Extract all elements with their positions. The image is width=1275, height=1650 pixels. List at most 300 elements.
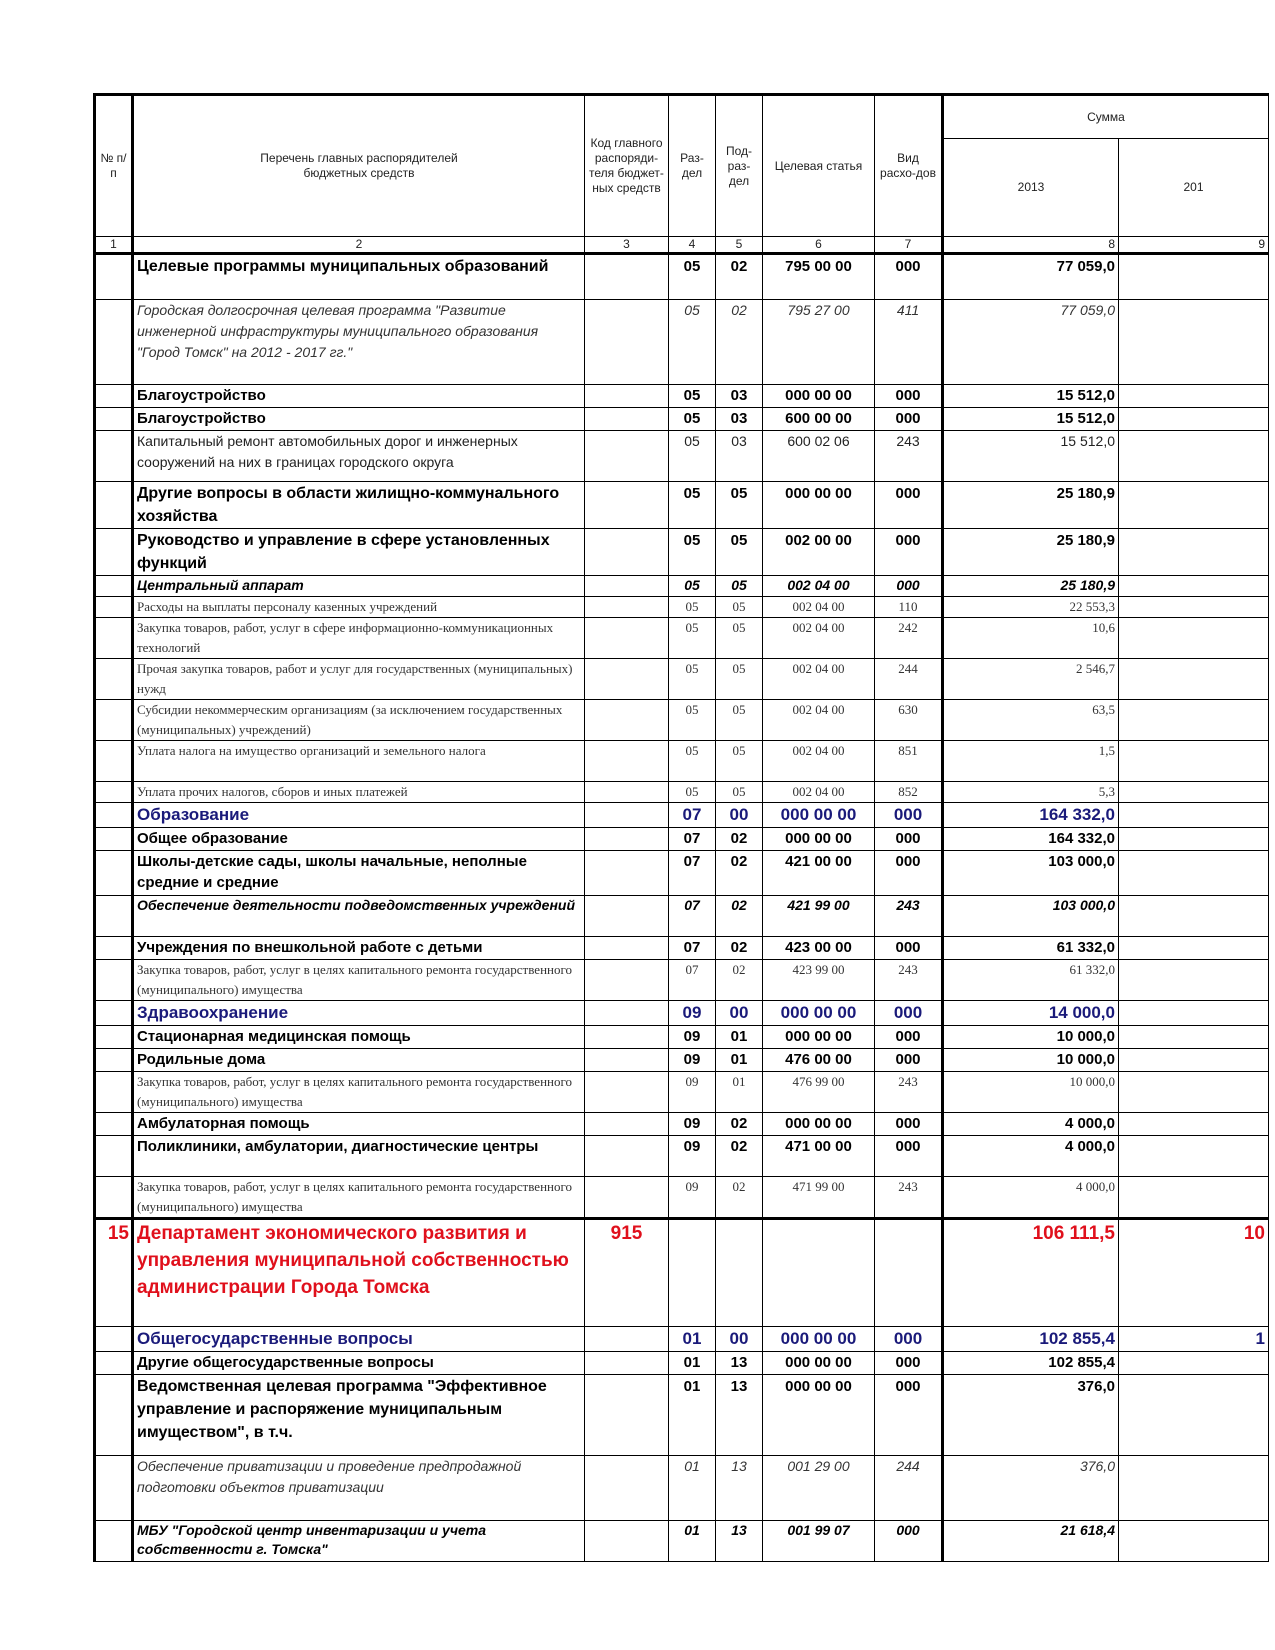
row-number	[95, 1177, 133, 1219]
table-row	[95, 576, 1269, 597]
row-name: Закупка товаров, работ, услуг в сфере информационно-коммуникационных технологий	[133, 618, 585, 659]
row-number	[95, 659, 133, 700]
row-sum-2014	[1119, 1072, 1269, 1113]
row-sum-2014	[1119, 1521, 1269, 1562]
row-sum-2013: 10 000,0	[943, 1072, 1119, 1113]
row-razdel: 07	[669, 937, 716, 960]
row-sum-2013: 15 512,0	[943, 408, 1119, 431]
row-razdel: 05	[669, 482, 716, 529]
row-vid: 000	[875, 828, 943, 851]
row-razdel: 05	[669, 782, 716, 803]
row-name: Стационарная медицинская помощь	[133, 1026, 585, 1049]
row-number	[95, 1456, 133, 1521]
row-podrazdel: 05	[716, 576, 763, 597]
row-number	[95, 851, 133, 896]
row-razdel: 09	[669, 1072, 716, 1113]
table-row	[95, 1072, 1269, 1113]
row-sum-2013: 103 000,0	[943, 851, 1119, 896]
table-row	[95, 1177, 1269, 1219]
row-name: Закупка товаров, работ, услуг в целях капитального ремонта государственного (муниципального) имущества	[133, 1177, 585, 1219]
row-vid: 000	[875, 1113, 943, 1136]
row-number	[95, 576, 133, 597]
row-name: Капитальный ремонт автомобильных дорог и инженерных сооружений на них в границах городского округа	[133, 431, 585, 482]
row-sum-2014	[1119, 700, 1269, 741]
row-gr-code	[585, 1072, 669, 1113]
header-year-2013: 2013	[943, 139, 1119, 237]
row-razdel: 09	[669, 1113, 716, 1136]
table-row	[95, 1113, 1269, 1136]
table-row	[95, 1136, 1269, 1177]
row-statya: 421 99 00	[763, 896, 875, 937]
row-sum-2014	[1119, 896, 1269, 937]
row-statya: 000 00 00	[763, 1113, 875, 1136]
row-sum-2013: 14 000,0	[943, 1001, 1119, 1026]
table-row	[95, 1456, 1269, 1521]
row-statya: 476 00 00	[763, 1049, 875, 1072]
row-statya: 001 29 00	[763, 1456, 875, 1521]
table-row	[95, 1219, 1269, 1327]
row-name: Здравоохранение	[133, 1001, 585, 1026]
row-sum-2013: 15 512,0	[943, 431, 1119, 482]
header-razdel: Раз-дел	[669, 95, 716, 237]
row-gr-code	[585, 431, 669, 482]
row-gr-code	[585, 1049, 669, 1072]
row-sum-2014	[1119, 482, 1269, 529]
row-number	[95, 1113, 133, 1136]
budget-table-sheet	[93, 93, 1275, 1562]
row-vid: 244	[875, 1456, 943, 1521]
row-razdel	[669, 1219, 716, 1327]
row-vid: 000	[875, 1375, 943, 1456]
row-vid: 242	[875, 618, 943, 659]
row-statya: 600 02 06	[763, 431, 875, 482]
row-statya: 000 00 00	[763, 803, 875, 828]
column-number-3: 3	[585, 237, 669, 254]
row-vid: 243	[875, 431, 943, 482]
row-gr-code	[585, 1136, 669, 1177]
row-razdel: 07	[669, 828, 716, 851]
row-name: Учреждения по внешкольной работе с детьми	[133, 937, 585, 960]
row-vid: 243	[875, 896, 943, 937]
row-gr-code	[585, 960, 669, 1001]
table-row	[95, 385, 1269, 408]
row-podrazdel: 05	[716, 741, 763, 782]
row-sum-2014	[1119, 300, 1269, 385]
header-podrazdel: Под-раз-дел	[716, 95, 763, 237]
row-gr-code	[585, 700, 669, 741]
row-razdel: 05	[669, 659, 716, 700]
row-sum-2014	[1119, 1177, 1269, 1219]
row-podrazdel: 02	[716, 896, 763, 937]
row-gr-code	[585, 529, 669, 576]
row-number	[95, 937, 133, 960]
row-sum-2014	[1119, 597, 1269, 618]
row-vid: 243	[875, 1177, 943, 1219]
row-number	[95, 1026, 133, 1049]
row-sum-2013: 25 180,9	[943, 482, 1119, 529]
row-sum-2014	[1119, 782, 1269, 803]
table-row	[95, 828, 1269, 851]
row-statya: 000 00 00	[763, 1327, 875, 1352]
table-row	[95, 300, 1269, 385]
row-sum-2013: 77 059,0	[943, 300, 1119, 385]
row-name: Закупка товаров, работ, услуг в целях капитального ремонта государственного (муниципального) имущества	[133, 960, 585, 1001]
row-sum-2013: 1,5	[943, 741, 1119, 782]
table-row	[95, 1521, 1269, 1562]
budget-table	[93, 93, 1269, 1562]
row-sum-2014	[1119, 385, 1269, 408]
row-number	[95, 254, 133, 300]
row-number	[95, 431, 133, 482]
row-razdel: 05	[669, 597, 716, 618]
table-row	[95, 529, 1269, 576]
row-razdel: 07	[669, 896, 716, 937]
row-podrazdel: 05	[716, 782, 763, 803]
table-row	[95, 782, 1269, 803]
row-razdel: 05	[669, 431, 716, 482]
table-row	[95, 700, 1269, 741]
table-row	[95, 618, 1269, 659]
row-sum-2013: 10,6	[943, 618, 1119, 659]
row-number	[95, 1352, 133, 1375]
row-name: Образование	[133, 803, 585, 828]
table-row	[95, 1001, 1269, 1026]
row-name: Руководство и управление в сфере установленных функций	[133, 529, 585, 576]
row-podrazdel: 02	[716, 1113, 763, 1136]
row-sum-2014	[1119, 828, 1269, 851]
row-number	[95, 408, 133, 431]
row-podrazdel: 05	[716, 597, 763, 618]
row-sum-2013: 2 546,7	[943, 659, 1119, 700]
header-year-2014: 201	[1119, 139, 1269, 237]
row-razdel: 01	[669, 1375, 716, 1456]
row-number	[95, 803, 133, 828]
row-name: Субсидии некоммерческим организациям (за исключением государственных (муниципальных) учреждений)	[133, 700, 585, 741]
row-name: Уплата прочих налогов, сборов и иных платежей	[133, 782, 585, 803]
row-podrazdel: 02	[716, 851, 763, 896]
row-gr-code	[585, 1001, 669, 1026]
row-name: Благоустройство	[133, 408, 585, 431]
row-podrazdel: 13	[716, 1521, 763, 1562]
row-vid: 000	[875, 937, 943, 960]
table-row	[95, 937, 1269, 960]
row-gr-code	[585, 385, 669, 408]
row-vid: 110	[875, 597, 943, 618]
row-name: МБУ "Городской центр инвентаризации и учета собственности г. Томска"	[133, 1521, 585, 1562]
row-statya: 000 00 00	[763, 1001, 875, 1026]
row-sum-2014	[1119, 529, 1269, 576]
row-name: Родильные дома	[133, 1049, 585, 1072]
row-gr-code	[585, 1327, 669, 1352]
column-number-6: 6	[763, 237, 875, 254]
row-statya: 002 04 00	[763, 597, 875, 618]
row-razdel: 07	[669, 803, 716, 828]
row-sum-2014	[1119, 1001, 1269, 1026]
row-sum-2014	[1119, 431, 1269, 482]
row-name: Ведомственная целевая программа "Эффективное управление и распоряжение муниципальным имуществом", в т.ч.	[133, 1375, 585, 1456]
row-number	[95, 385, 133, 408]
row-sum-2014	[1119, 937, 1269, 960]
row-sum-2013: 5,3	[943, 782, 1119, 803]
row-vid: 000	[875, 1049, 943, 1072]
row-number	[95, 896, 133, 937]
row-podrazdel: 05	[716, 482, 763, 529]
header-row-number: № п/п	[95, 95, 133, 237]
row-gr-code	[585, 1113, 669, 1136]
row-statya: 002 04 00	[763, 741, 875, 782]
row-gr-code	[585, 1026, 669, 1049]
header-name-text: Перечень главных распорядителей бюджетных средств	[260, 151, 458, 180]
row-razdel: 05	[669, 385, 716, 408]
row-podrazdel: 05	[716, 618, 763, 659]
row-number	[95, 1072, 133, 1113]
row-gr-code	[585, 659, 669, 700]
row-vid	[875, 1219, 943, 1327]
row-statya: 423 99 00	[763, 960, 875, 1001]
row-number	[95, 1375, 133, 1456]
row-sum-2013: 376,0	[943, 1456, 1119, 1521]
row-sum-2013: 376,0	[943, 1375, 1119, 1456]
row-podrazdel: 01	[716, 1049, 763, 1072]
table-row	[95, 431, 1269, 482]
row-number	[95, 782, 133, 803]
row-vid: 243	[875, 1072, 943, 1113]
row-name: Городская долгосрочная целевая программа "Развитие инженерной инфраструктуры муниципального образования "Город Томск" на 2012 - 2017 гг."	[133, 300, 585, 385]
row-number	[95, 828, 133, 851]
row-razdel: 01	[669, 1521, 716, 1562]
row-razdel: 09	[669, 1136, 716, 1177]
row-vid: 000	[875, 385, 943, 408]
row-sum-2013: 61 332,0	[943, 937, 1119, 960]
table-row	[95, 597, 1269, 618]
row-sum-2013: 61 332,0	[943, 960, 1119, 1001]
row-razdel: 05	[669, 700, 716, 741]
row-vid: 000	[875, 1026, 943, 1049]
row-sum-2013: 102 855,4	[943, 1327, 1119, 1352]
row-podrazdel: 02	[716, 1136, 763, 1177]
row-podrazdel: 00	[716, 1001, 763, 1026]
row-sum-2013: 4 000,0	[943, 1177, 1119, 1219]
row-name: Прочая закупка товаров, работ и услуг для государственных (муниципальных) нужд	[133, 659, 585, 700]
row-sum-2014	[1119, 408, 1269, 431]
row-sum-2013: 15 512,0	[943, 385, 1119, 408]
table-row	[95, 1049, 1269, 1072]
row-number	[95, 960, 133, 1001]
row-vid: 852	[875, 782, 943, 803]
row-sum-2013: 10 000,0	[943, 1026, 1119, 1049]
row-statya: 471 99 00	[763, 1177, 875, 1219]
row-statya: 421 00 00	[763, 851, 875, 896]
row-name: Обеспечение деятельности подведомственных учреждений	[133, 896, 585, 937]
row-number	[95, 618, 133, 659]
row-sum-2014	[1119, 1352, 1269, 1375]
row-number	[95, 300, 133, 385]
row-sum-2014	[1119, 254, 1269, 300]
row-sum-2013: 102 855,4	[943, 1352, 1119, 1375]
row-podrazdel: 02	[716, 960, 763, 1001]
row-vid: 000	[875, 1327, 943, 1352]
row-number	[95, 700, 133, 741]
row-podrazdel: 03	[716, 408, 763, 431]
row-sum-2014	[1119, 851, 1269, 896]
row-podrazdel: 05	[716, 659, 763, 700]
row-podrazdel: 02	[716, 1177, 763, 1219]
row-statya: 002 04 00	[763, 659, 875, 700]
row-statya	[763, 1219, 875, 1327]
row-gr-code: 915	[585, 1219, 669, 1327]
header-sum-group: Сумма	[943, 95, 1269, 139]
row-gr-code	[585, 803, 669, 828]
row-sum-2013: 25 180,9	[943, 529, 1119, 576]
row-name: Центральный аппарат	[133, 576, 585, 597]
table-row	[95, 254, 1269, 300]
row-number	[95, 1521, 133, 1562]
column-number-8: 8	[943, 237, 1119, 254]
header-name	[133, 95, 585, 237]
row-sum-2013: 22 553,3	[943, 597, 1119, 618]
row-vid: 000	[875, 851, 943, 896]
row-podrazdel: 02	[716, 828, 763, 851]
row-razdel: 01	[669, 1352, 716, 1375]
row-name: Общегосударственные вопросы	[133, 1327, 585, 1352]
row-gr-code	[585, 782, 669, 803]
table-row	[95, 1026, 1269, 1049]
table-row	[95, 803, 1269, 828]
row-statya: 795 00 00	[763, 254, 875, 300]
row-razdel: 09	[669, 1026, 716, 1049]
row-name: Расходы на выплаты персоналу казенных учреждений	[133, 597, 585, 618]
header-gr-code: Код главного распоряди-теля бюджет-ных средств	[585, 95, 669, 237]
row-razdel: 05	[669, 529, 716, 576]
row-sum-2014	[1119, 1026, 1269, 1049]
row-name: Целевые программы муниципальных образований	[133, 254, 585, 300]
row-sum-2013: 4 000,0	[943, 1113, 1119, 1136]
row-podrazdel: 02	[716, 300, 763, 385]
row-vid: 000	[875, 482, 943, 529]
row-razdel: 05	[669, 741, 716, 782]
row-gr-code	[585, 937, 669, 960]
row-vid: 000	[875, 1136, 943, 1177]
row-name: Школы-детские сады, школы начальные, неполные средние и средние	[133, 851, 585, 896]
row-name: Общее образование	[133, 828, 585, 851]
row-statya: 476 99 00	[763, 1072, 875, 1113]
row-number	[95, 597, 133, 618]
row-podrazdel: 13	[716, 1352, 763, 1375]
row-sum-2014	[1119, 1049, 1269, 1072]
row-vid: 411	[875, 300, 943, 385]
row-gr-code	[585, 1375, 669, 1456]
row-gr-code	[585, 896, 669, 937]
row-vid: 000	[875, 1521, 943, 1562]
row-statya: 000 00 00	[763, 1375, 875, 1456]
table-row	[95, 896, 1269, 937]
row-statya: 002 04 00	[763, 576, 875, 597]
row-podrazdel: 05	[716, 529, 763, 576]
row-sum-2014: 1	[1119, 1327, 1269, 1352]
row-number	[95, 1049, 133, 1072]
row-podrazdel: 05	[716, 700, 763, 741]
row-razdel: 07	[669, 960, 716, 1001]
column-number-7: 7	[875, 237, 943, 254]
row-sum-2014	[1119, 576, 1269, 597]
row-sum-2014	[1119, 1456, 1269, 1521]
row-vid: 000	[875, 529, 943, 576]
row-number	[95, 741, 133, 782]
row-name: Амбулаторная помощь	[133, 1113, 585, 1136]
row-gr-code	[585, 1456, 669, 1521]
column-number-5: 5	[716, 237, 763, 254]
row-gr-code	[585, 300, 669, 385]
row-gr-code	[585, 482, 669, 529]
row-statya: 000 00 00	[763, 828, 875, 851]
column-number-4: 4	[669, 237, 716, 254]
row-statya: 002 04 00	[763, 700, 875, 741]
row-gr-code	[585, 828, 669, 851]
table-row	[95, 1352, 1269, 1375]
column-number-9: 9	[1119, 237, 1269, 254]
row-name: Поликлиники, амбулатории, диагностические центры	[133, 1136, 585, 1177]
table-row	[95, 1327, 1269, 1352]
column-number-1: 1	[95, 237, 133, 254]
row-number	[95, 1136, 133, 1177]
row-statya: 000 00 00	[763, 1026, 875, 1049]
row-statya: 795 27 00	[763, 300, 875, 385]
row-number	[95, 482, 133, 529]
row-number	[95, 1001, 133, 1026]
row-sum-2014	[1119, 659, 1269, 700]
row-podrazdel: 02	[716, 937, 763, 960]
row-sum-2013: 4 000,0	[943, 1136, 1119, 1177]
row-vid: 243	[875, 960, 943, 1001]
row-vid: 851	[875, 741, 943, 782]
header-statya: Целевая статья	[763, 95, 875, 237]
row-sum-2014	[1119, 803, 1269, 828]
row-gr-code	[585, 1521, 669, 1562]
row-sum-2013: 106 111,5	[943, 1219, 1119, 1327]
row-razdel: 09	[669, 1177, 716, 1219]
row-gr-code	[585, 851, 669, 896]
row-gr-code	[585, 597, 669, 618]
row-podrazdel: 00	[716, 803, 763, 828]
row-sum-2013: 21 618,4	[943, 1521, 1119, 1562]
row-sum-2014	[1119, 741, 1269, 782]
row-podrazdel: 13	[716, 1456, 763, 1521]
row-razdel: 05	[669, 576, 716, 597]
row-gr-code	[585, 1177, 669, 1219]
row-number	[95, 1327, 133, 1352]
column-number-2: 2	[133, 237, 585, 254]
row-gr-code	[585, 576, 669, 597]
row-sum-2013: 10 000,0	[943, 1049, 1119, 1072]
row-sum-2013: 164 332,0	[943, 803, 1119, 828]
row-razdel: 05	[669, 618, 716, 659]
row-gr-code	[585, 254, 669, 300]
row-podrazdel: 13	[716, 1375, 763, 1456]
row-razdel: 09	[669, 1049, 716, 1072]
table-row	[95, 1375, 1269, 1456]
row-podrazdel: 01	[716, 1072, 763, 1113]
row-sum-2014	[1119, 1375, 1269, 1456]
row-sum-2014	[1119, 618, 1269, 659]
row-podrazdel: 00	[716, 1327, 763, 1352]
row-statya: 002 04 00	[763, 618, 875, 659]
row-vid: 244	[875, 659, 943, 700]
row-sum-2014: 10	[1119, 1219, 1269, 1327]
row-vid: 000	[875, 803, 943, 828]
row-razdel: 05	[669, 254, 716, 300]
row-statya: 471 00 00	[763, 1136, 875, 1177]
row-sum-2014	[1119, 960, 1269, 1001]
